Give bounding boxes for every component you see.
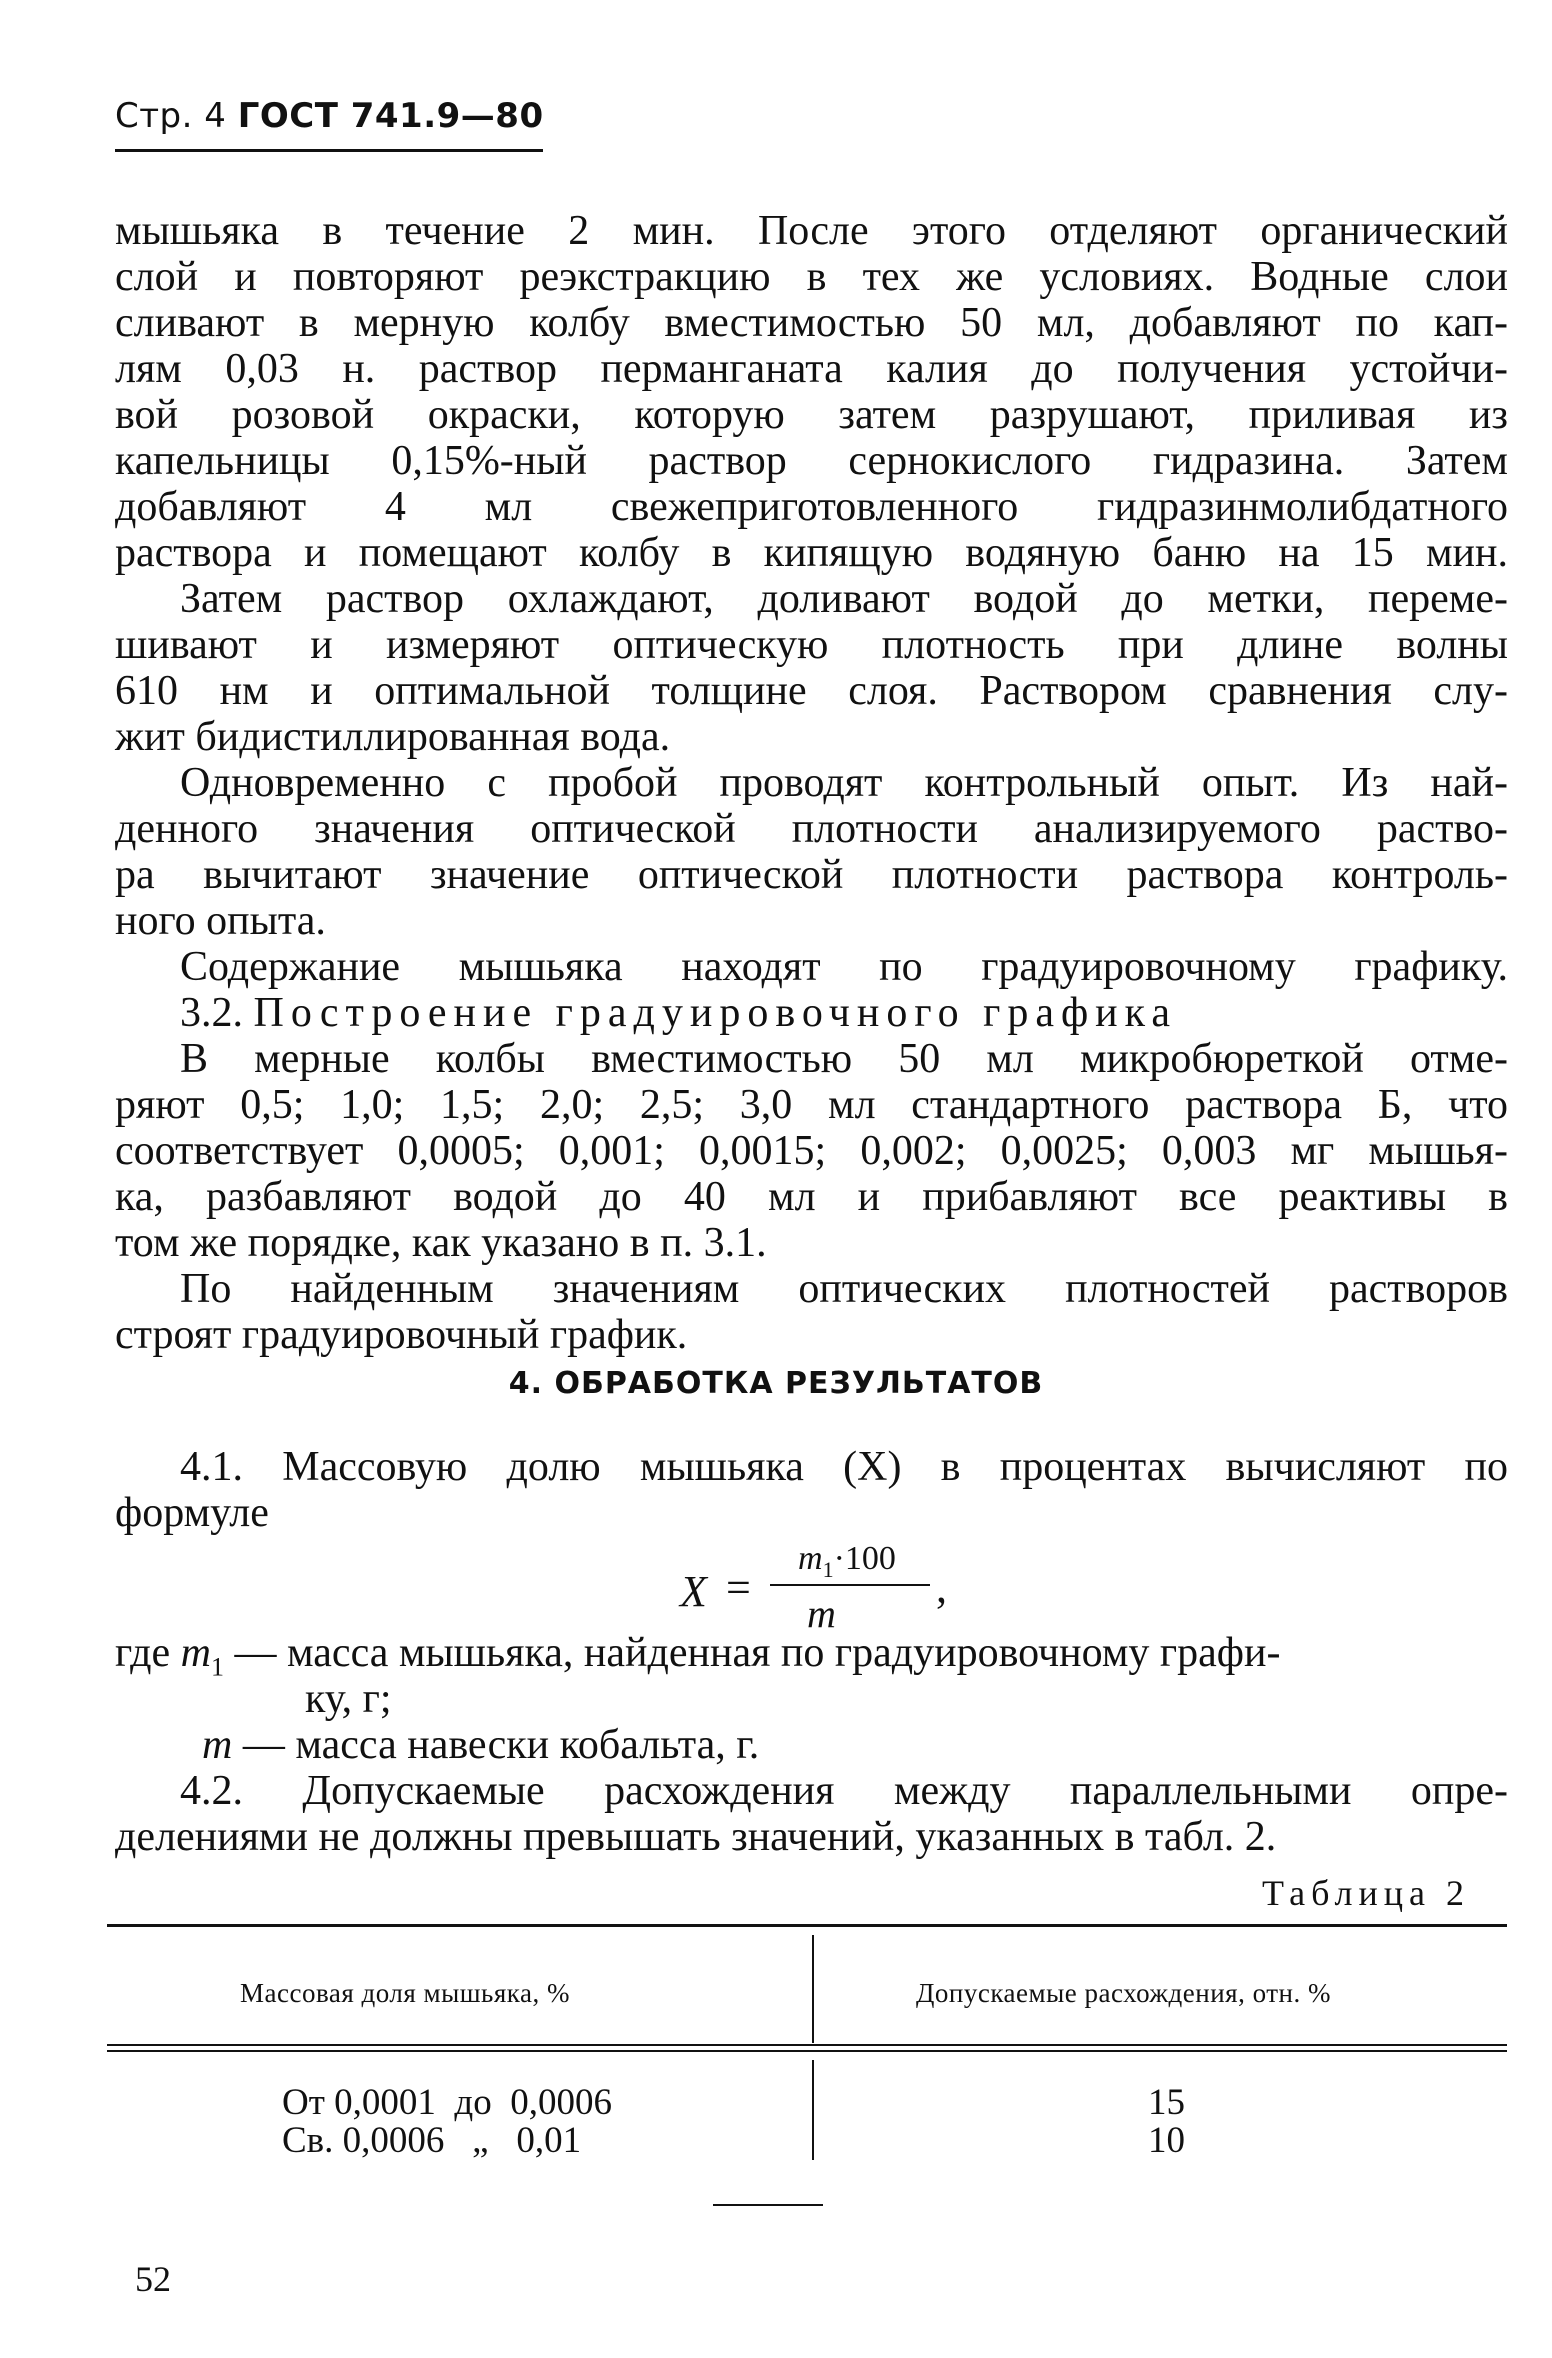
table-header-rule [107,2050,1507,2052]
text-line: По найденным значениям оптических плотностей растворов [180,1266,1508,1312]
subsection-number: 3.2. [180,990,243,1036]
formula-numerator: $m_1\cdot 100$ [798,1540,896,1582]
page-number: 52 [135,2259,171,2299]
table-body-divider [812,2060,814,2160]
text-line: ного опыта. [115,898,326,944]
section-heading: 4. ОБРАБОТКА РЕЗУЛЬТАТОВ [508,1366,1044,1401]
text-line: строят градуировочный график. [115,1312,688,1358]
header-rule [115,149,543,152]
text-line: соответствует 0,0005; 0,001; 0,0015; 0,002; 0,0025; 0,003 мг мышья- [115,1128,1508,1174]
footer-rule [713,2204,823,2206]
text-line: В мерные колбы вместимостью 50 мл микробюреткой отме- [180,1036,1508,1082]
table-row-value: 15 [1148,2082,1185,2123]
table-header-rule [107,2044,1507,2046]
table-header-divider [812,1935,814,2043]
subsection-title: Построение градуировочного графика [253,990,1178,1036]
text-line: 610 нм и оптимальной толщине слоя. Раствором сравнения слу- [115,668,1508,714]
text-line: 4.1. Массовую долю мышьяка (X) в процентах вычисляют по [180,1444,1508,1490]
text-line: денного значения оптической плотности анализируемого раство- [115,806,1508,852]
table-top-rule [107,1924,1507,1927]
table-row-range: От 0,0001 до 0,0006 [282,2082,612,2123]
standard-code: ГОСТ 741.9—80 [237,96,544,136]
text-line: ряют 0,5; 1,0; 1,5; 2,0; 2,5; 3,0 мл стандартного раствора Б, что [115,1082,1508,1128]
formula-lhs: X [680,1567,707,1616]
text-line: Содержание мышьяка находят по градуировочному графику. [180,944,1508,990]
text-line: делениями не должны превышать значений, указанных в табл. 2. [115,1814,1277,1860]
text-line: лям 0,03 н. раствор перманганата калия до получения устойчи- [115,346,1508,392]
where-m: m — масса навески кобальта, г. [202,1722,760,1768]
table-row-value: 10 [1148,2120,1185,2161]
text-line: жит бидистиллированная вода. [115,714,671,760]
formula-denominator: m [807,1591,836,1636]
text-line: ра вычитают значение оптической плотности раствора контроль- [115,852,1508,898]
running-header [115,96,544,136]
text-line: вой розовой окраски, которую затем разрушают, приливая из [115,392,1508,438]
text-line: том же порядке, как указано в п. 3.1. [115,1220,767,1266]
where-m1-cont: ку, г; [305,1676,392,1722]
text-line: шивают и измеряют оптическую плотность при длине волны [115,622,1508,668]
table-row-range: Св. 0,0006 „ 0,01 [282,2120,582,2161]
page-prefix: Стр. 4 [115,96,227,136]
text-line: капельницы 0,15%-ный раствор сернокислого гидразина. Затем [115,438,1508,484]
text-line: формуле [115,1490,269,1536]
text-line: мышьяка в течение 2 мин. После этого отделяют органический [115,208,1508,254]
formula-equals: = [726,1563,751,1612]
text-line: слой и повторяют реэкстракцию в тех же условиях. Водные слои [115,254,1508,300]
text-line: 4.2. Допускаемые расхождения между параллельными опре- [180,1768,1508,1814]
formula-comma: , [936,1563,947,1612]
fraction-bar [770,1584,930,1586]
text-line: добавляют 4 мл свежеприготовленного гидразинмолибдатного [115,484,1508,530]
col-header-mass-fraction: Массовая доля мышьяка, % [240,1978,570,2008]
where-m1: где $m_1$ — масса мышьяка, найденная по градуировочному графи- [115,1630,1281,1682]
table-caption: Таблица 2 [1262,1873,1470,1913]
subsection-heading [180,989,1508,1037]
text-line: сливают в мерную колбу вместимостью 50 мл, добавляют по кап- [115,300,1508,346]
text-line: Одновременно с пробой проводят контрольный опыт. Из най- [180,760,1508,806]
col-header-tolerance: Допускаемые расхождения, отн. % [916,1978,1331,2008]
text-line: ка, разбавляют водой до 40 мл и прибавляют все реактивы в [115,1174,1508,1220]
text-line: Затем раствор охлаждают, доливают водой до метки, переме- [180,576,1508,622]
text-line: раствора и помещают колбу в кипящую водяную баню на 15 мин. [115,530,1508,576]
